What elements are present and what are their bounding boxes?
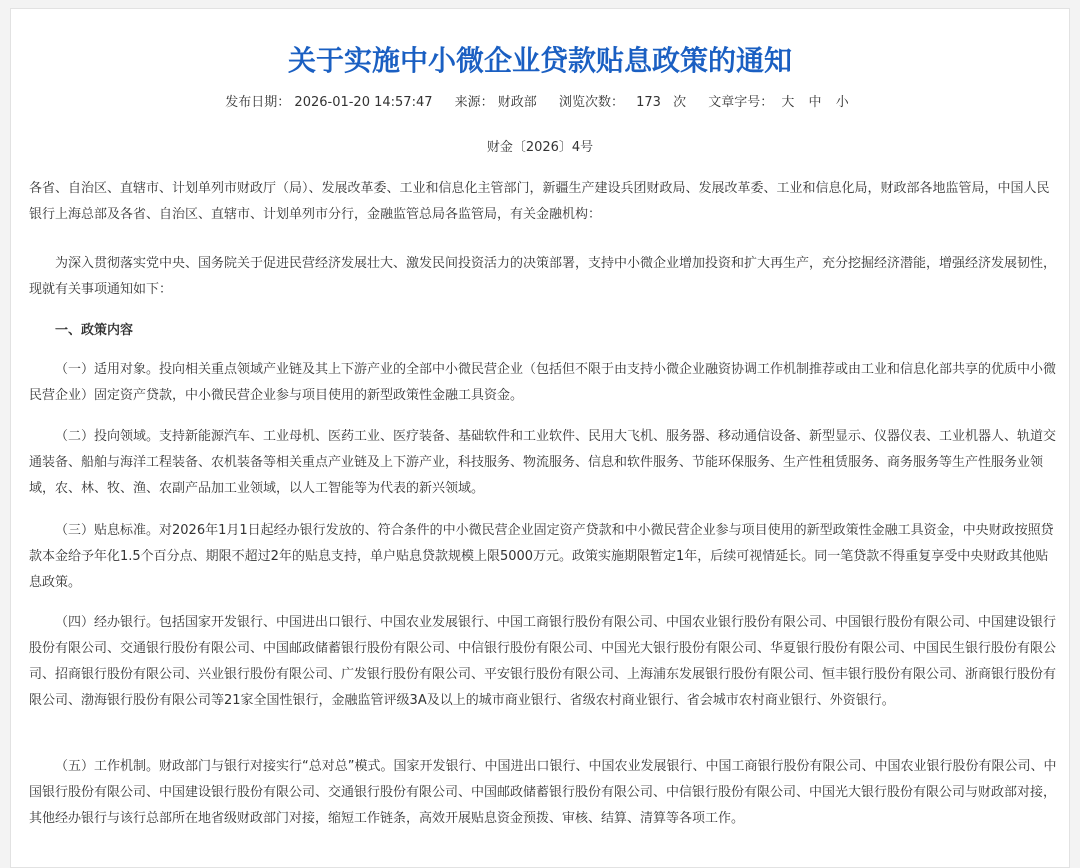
section-heading: 一、政策内容 — [55, 323, 134, 338]
policy-item-4: （四）经办银行。包括国家开发银行、中国进出口银行、中国农业发展银行、中国工商银行股份有限公司、中国农业银行股份有限公司、中国银行股份有限公司、中国建设银行股份有限公司、交通银行股份有限公司、中国邮政储蓄银行股份有限公司、中信银行股份有限公司、中国光大银行股份有限公司、华夏银行股份有限公司、中国民生银行股份有限公司、招商银行股份有限公司、兴业银行股份有限公司、广发银行股份有限公司、平安银行股份有限公司、上海浦东发展银行股份有限公司、恒丰银行股份有限公司、浙商银行股份有限公司、渤海银行股份有限公司等21家全国性银行，金融监管评级3A及以上的城市商业银行、省级农村商业银行、省会城市农村商业银行、外资银行。 — [29, 615, 1057, 708]
font-size-large-button[interactable]: 大 — [781, 95, 795, 110]
document-number: 财金〔2026〕4号 — [486, 140, 594, 155]
source-label: 来源： — [454, 95, 494, 110]
policy-item-1: （一）适用对象。投向相关重点领域产业链及其上下游产业的全部中小微民营企业（包括但不限于由支持小微企业融资协调工作机制推荐或由工业和信息化部共享的优质中小微民营企业）固定资产贷款，中小微民营企业参与项目使用的新型政策性金融工具资金。 — [29, 362, 1057, 403]
policy-item-2: （二）投向领域。支持新能源汽车、工业母机、医药工业、医疗装备、基础软件和工业软件、民用大飞机、服务器、移动通信设备、新型显示、仪器仪表、工业机器人、轨道交通装备、船舶与海洋工程装备、农机装备等相关重点产业链及上下游产业，科技服务、物流服务、信息和软件服务、节能环保服务、生产性租赁服务、商务服务等生产性服务业领域，农、林、牧、渔、农副产品加工业领域，以人工智能等为代表的新兴领域。 — [29, 429, 1057, 496]
views-count: 173 — [636, 95, 661, 110]
intro-paragraph: 为深入贯彻落实党中央、国务院关于促进民营经济发展壮大、激发民间投资活力的决策部署，支持中小微企业增加投资和扩大再生产，充分挖掘经济潜能，增强经济发展韧性，现就有关事项通知如下： — [29, 256, 1057, 297]
article-title: 关于实施中小微企业贷款贴息政策的通知 — [287, 44, 792, 77]
font-size-medium-button[interactable]: 中 — [808, 95, 822, 110]
views-unit: 次 — [673, 95, 687, 110]
policy-item-3: （三）贴息标准。对2026年1月1日起经办银行发放的、符合条件的中小微民营企业固定资产贷款和中小微民营企业参与项目使用的新型政策性金融工具资金，中央财政按照贷款本金给予年化1.5个百分点、期限不超过2年的贴息支持，单户贴息贷款规模上限5000万元。政策实施期限暂定1年，后续可视情延长。同一笔贷款不得重复享受中央财政其他贴息政策。 — [29, 523, 1054, 590]
font-size-small-button[interactable]: 小 — [835, 95, 849, 110]
publish-date-value: 2026-01-20 14:57:47 — [294, 95, 433, 110]
source-value: 财政部 — [497, 95, 537, 110]
policy-item-5: （五）工作机制。财政部门与银行对接实行“总对总”模式。国家开发银行、中国进出口银行、中国农业发展银行、中国工商银行股份有限公司、中国农业银行股份有限公司、中国银行股份有限公司、中国建设银行股份有限公司、交通银行股份有限公司、中国邮政储蓄银行股份有限公司、中信银行股份有限公司、中国光大银行股份有限公司与财政部对接，其他经办银行与该行总部所在地省级财政部门对接，缩短工作链条，高效开展贴息资金预拨、审核、结算、清算等各项工作。 — [29, 759, 1057, 826]
recipients-paragraph: 各省、自治区、直辖市、计划单列市财政厅（局）、发展改革委、工业和信息化主管部门，新疆生产建设兵团财政局、发展改革委、工业和信息化局，财政部各地监管局，中国人民银行上海总部及各省、自治区、直辖市、计划单列市分行，金融监管总局各监管局，有关金融机构： — [29, 181, 1050, 222]
views-label: 浏览次数： — [558, 95, 624, 110]
publish-date-label: 发布日期： — [225, 95, 291, 110]
article-meta — [11, 93, 1069, 113]
article-page — [10, 8, 1070, 868]
font-size-label: 文章字号： — [708, 95, 774, 110]
